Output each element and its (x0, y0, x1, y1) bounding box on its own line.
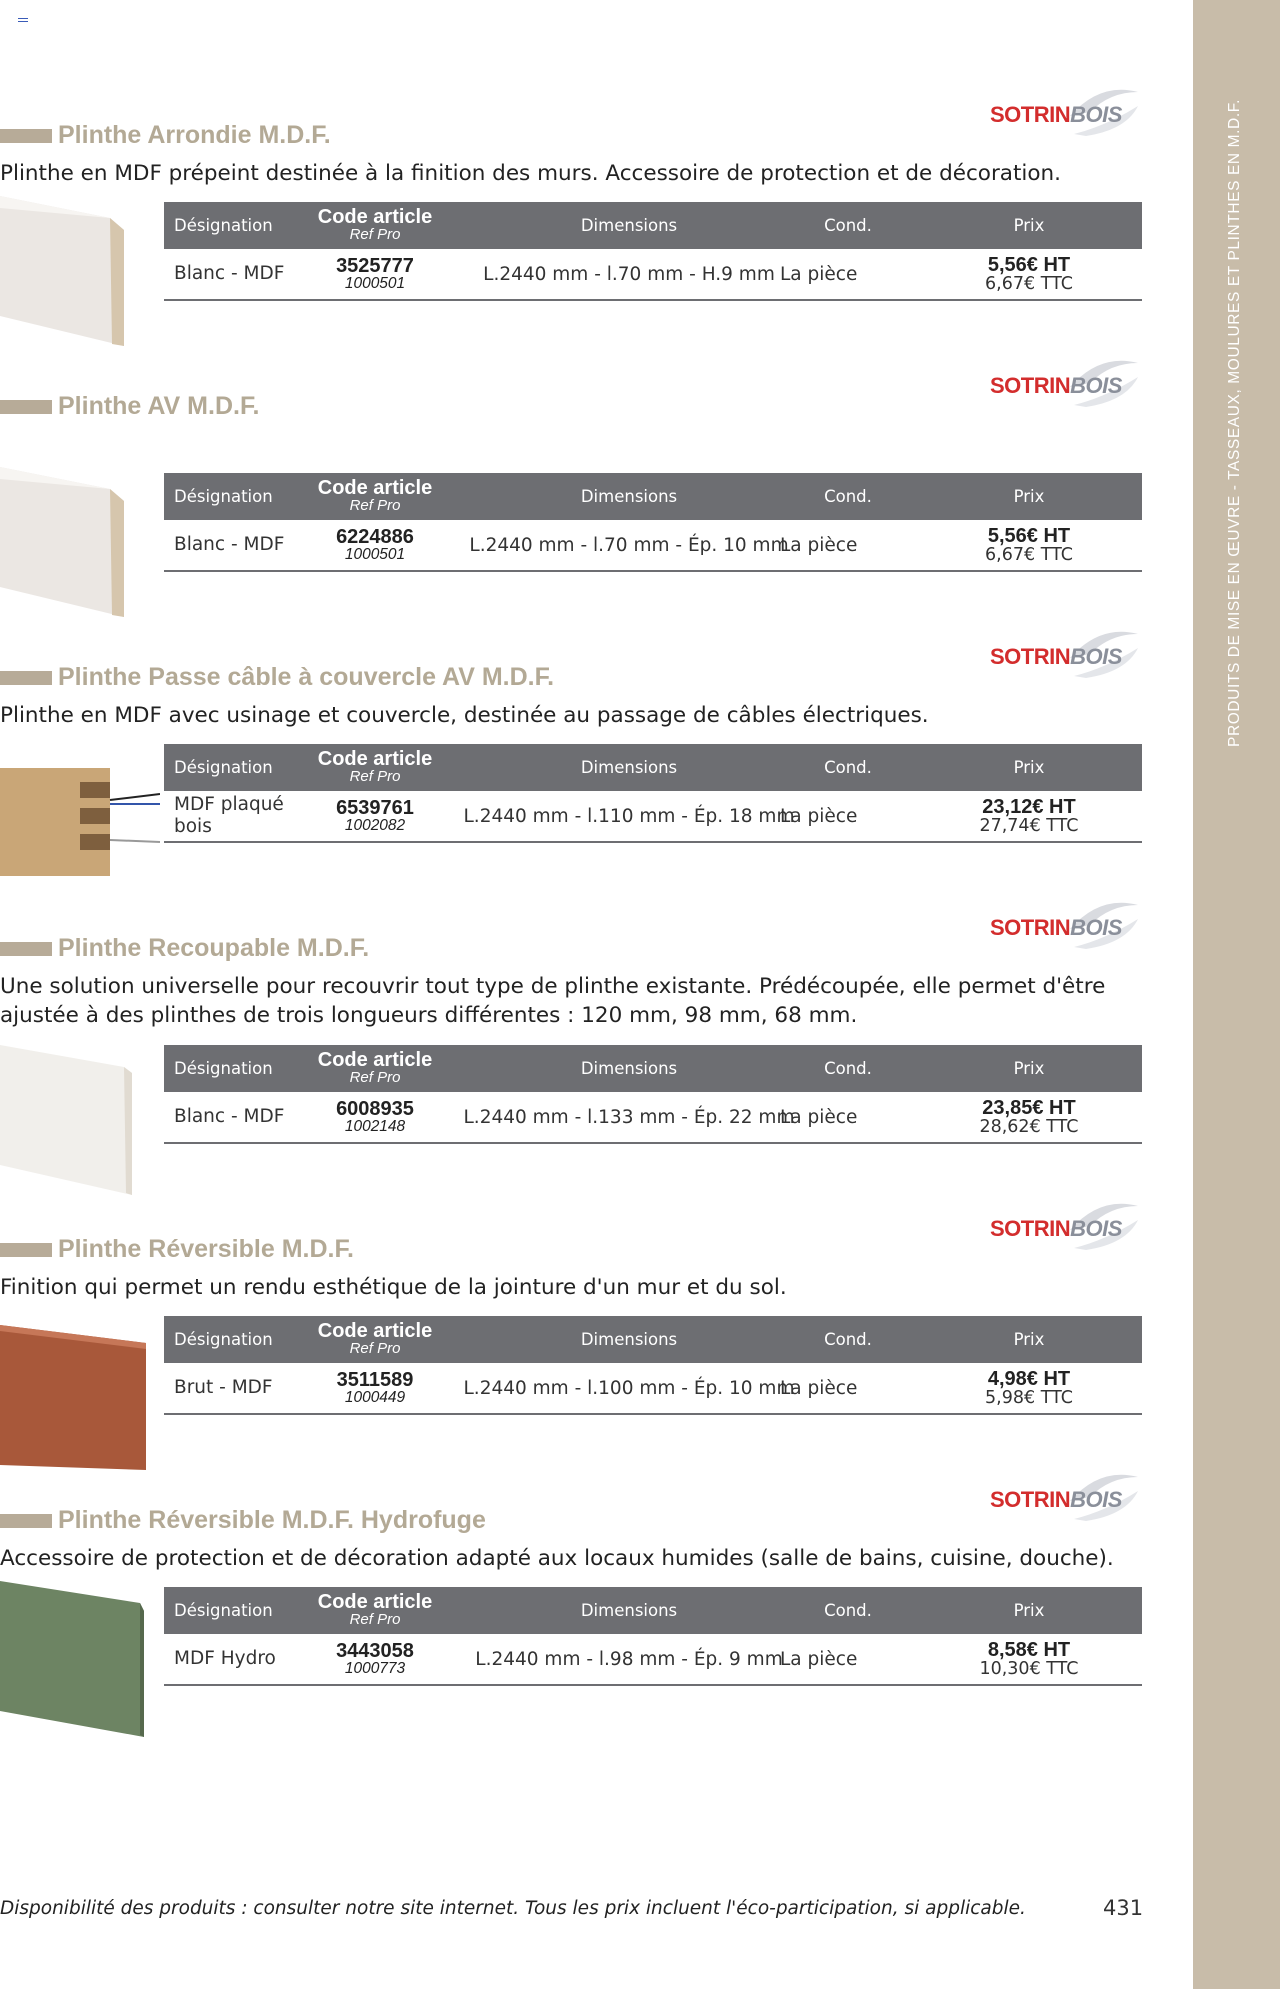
product-table (164, 473, 1142, 572)
product-image (0, 1045, 140, 1199)
cell-cond: La pièce (780, 1106, 858, 1128)
sotrinbois-logo (990, 357, 1140, 409)
header-cond: Cond. (824, 1601, 872, 1620)
sotrinbois-logo (990, 1471, 1140, 1523)
title-bar (0, 129, 52, 143)
product-title-text: Plinthe Recoupable M.D.F. (58, 934, 370, 962)
ref-pro: 1002148 (344, 1118, 406, 1135)
product-title (0, 1506, 486, 1535)
product-section (0, 357, 1150, 617)
cell-prix (924, 1363, 1134, 1413)
ref-pro: 1002082 (344, 817, 406, 834)
product-description: Une solution universelle pour recouvrir tout type de plinthe existante. Prédécoupée, elle permet d'être ajustée à des plinthes de trois longueurs différentes : 120 mm, 98 mm, 68 mm. (0, 974, 1106, 1028)
price-ht: 8,58€ HT (987, 1639, 1071, 1661)
header-prix: Prix (1013, 1059, 1045, 1078)
menu-icon[interactable] (18, 18, 28, 24)
header-cond: Cond. (824, 216, 872, 235)
header-ref-label: Ref Pro (349, 768, 401, 785)
header-dimensions: Dimensions (580, 216, 678, 235)
product-image (0, 467, 130, 621)
sotrinbois-logo (990, 1200, 1140, 1252)
brand-grey: BOIS (1070, 644, 1122, 669)
code-article: 3511589 (336, 1369, 414, 1391)
header-code-label: Code article (317, 1591, 433, 1613)
cell-cond: La pièce (780, 534, 858, 556)
cell-cond: La pièce (780, 263, 858, 285)
product-description: Plinthe en MDF avec usinage et couvercle, destinée au passage de câbles électriques. (0, 703, 929, 728)
code-article: 6224886 (336, 526, 414, 548)
ref-pro: 1000501 (344, 546, 406, 563)
code-article: 3443058 (336, 1640, 414, 1662)
product-title-text: Plinthe Réversible M.D.F. (58, 1235, 354, 1263)
cell-designation: Blanc - MDF (174, 263, 285, 284)
code-article: 6008935 (336, 1098, 414, 1120)
cell-dimensions: L.2440 mm - l.70 mm - Ép. 10 mm (469, 534, 789, 556)
cell-prix (924, 1634, 1134, 1684)
title-bar (0, 671, 52, 685)
brand-grey: BOIS (1070, 373, 1122, 398)
product-description: Finition qui permet un rendu esthétique de la jointure d'un mur et du sol. (0, 1275, 787, 1300)
brand-red: SOTRIN (990, 1216, 1071, 1241)
cell-code (310, 791, 440, 841)
brand-grey: BOIS (1070, 1216, 1122, 1241)
table-header (164, 744, 1142, 791)
product-section (0, 628, 1150, 888)
sotrinbois-logo (990, 899, 1140, 951)
cell-prix (924, 791, 1134, 841)
brand-red: SOTRIN (990, 915, 1071, 940)
cell-code (310, 1634, 440, 1684)
table-header (164, 473, 1142, 520)
title-bar (0, 1243, 52, 1257)
header-code (310, 1045, 440, 1092)
ref-pro: 1000449 (344, 1389, 406, 1406)
price-ht: 23,12€ HT (982, 796, 1076, 818)
product-image (0, 1581, 150, 1745)
header-designation: Désignation (174, 1330, 273, 1349)
product-section (0, 86, 1150, 346)
cell-code (310, 1092, 440, 1142)
header-prix: Prix (1013, 1601, 1045, 1620)
title-bar (0, 1514, 52, 1528)
header-code (310, 1316, 440, 1363)
header-code-label: Code article (317, 748, 433, 770)
brand-red: SOTRIN (990, 1487, 1071, 1512)
header-code-label: Code article (317, 206, 433, 228)
code-article: 3525777 (336, 255, 414, 277)
header-dimensions: Dimensions (580, 1059, 678, 1078)
product-title-text: Plinthe Réversible M.D.F. Hydrofuge (58, 1506, 486, 1534)
brand-grey: BOIS (1070, 1487, 1122, 1512)
header-code (310, 473, 440, 520)
product-title (0, 663, 554, 692)
cell-prix (924, 1092, 1134, 1142)
product-table (164, 1587, 1142, 1686)
title-bar (0, 942, 52, 956)
product-table (164, 1316, 1142, 1415)
header-cond: Cond. (824, 487, 872, 506)
brand-red: SOTRIN (990, 102, 1071, 127)
cell-prix (924, 249, 1134, 299)
product-description: Plinthe en MDF prépeint destinée à la finition des murs. Accessoire de protection et de décoration. (0, 161, 1061, 186)
table-row (164, 791, 1142, 843)
product-table (164, 744, 1142, 843)
product-image (0, 760, 160, 884)
product-section (0, 1471, 1150, 1731)
cell-dimensions: L.2440 mm - l.133 mm - Ép. 22 mm (463, 1106, 795, 1128)
cell-designation: MDF plaqué bois (174, 794, 284, 837)
brand-red: SOTRIN (990, 373, 1071, 398)
price-ttc: 5,98€ TTC (985, 1388, 1073, 1408)
header-cond: Cond. (824, 1330, 872, 1349)
header-code (310, 202, 440, 249)
price-ttc: 27,74€ TTC (979, 816, 1079, 836)
table-header (164, 1587, 1142, 1634)
table-row (164, 249, 1142, 301)
product-image (0, 196, 130, 350)
cell-cond: La pièce (780, 805, 858, 827)
price-ttc: 10,30€ TTC (979, 1659, 1079, 1679)
header-ref-label: Ref Pro (349, 1069, 401, 1086)
cell-dimensions: L.2440 mm - l.100 mm - Ép. 10 mm (463, 1377, 795, 1399)
table-header (164, 202, 1142, 249)
product-title-text: Plinthe Arrondie M.D.F. (58, 121, 331, 149)
header-dimensions: Dimensions (580, 1330, 678, 1349)
header-code-label: Code article (317, 477, 433, 499)
price-ht: 23,85€ HT (982, 1097, 1076, 1119)
table-header (164, 1316, 1142, 1363)
product-section (0, 899, 1150, 1159)
ref-pro: 1000501 (344, 275, 406, 292)
header-code (310, 1587, 440, 1634)
price-ht: 4,98€ HT (987, 1368, 1071, 1390)
sidebar-category-label: PRODUITS DE MISE EN ŒUVRE - TASSEAUX, MOULURES ET PLINTHES EN M.D.F. (1226, 99, 1243, 747)
ref-pro: 1000773 (344, 1660, 406, 1677)
title-bar (0, 400, 52, 414)
product-title (0, 1235, 354, 1264)
cell-code (310, 520, 440, 570)
cell-dimensions: L.2440 mm - l.70 mm - H.9 mm (483, 263, 775, 285)
header-prix: Prix (1013, 487, 1045, 506)
header-cond: Cond. (824, 1059, 872, 1078)
code-article: 6539761 (336, 797, 414, 819)
product-section (0, 1200, 1150, 1460)
header-code-label: Code article (317, 1320, 433, 1342)
sotrinbois-logo (990, 86, 1140, 138)
availability-note: Disponibilité des produits : consulter notre site internet. Tous les prix incluent l'éco-participation, si applicable. (0, 1898, 1026, 1919)
header-designation: Désignation (174, 216, 273, 235)
cell-prix (924, 520, 1134, 570)
brand-grey: BOIS (1070, 915, 1122, 940)
table-row (164, 1092, 1142, 1144)
product-description: Accessoire de protection et de décoration adapté aux locaux humides (salle de bains, cuisine, douche). (0, 1546, 1114, 1571)
table-header (164, 1045, 1142, 1092)
header-ref-label: Ref Pro (349, 1340, 401, 1357)
header-ref-label: Ref Pro (349, 1611, 401, 1628)
header-ref-label: Ref Pro (349, 226, 401, 243)
header-prix: Prix (1013, 758, 1045, 777)
cell-code (310, 249, 440, 299)
header-ref-label: Ref Pro (349, 497, 401, 514)
page-number: 431 (1103, 1896, 1144, 1920)
price-ttc: 28,62€ TTC (979, 1117, 1079, 1137)
header-dimensions: Dimensions (580, 758, 678, 777)
header-code-label: Code article (317, 1049, 433, 1071)
header-dimensions: Dimensions (580, 1601, 678, 1620)
price-ttc: 6,67€ TTC (985, 545, 1073, 565)
product-title-text: Plinthe Passe câble à couvercle AV M.D.F. (58, 663, 555, 691)
brand-red: SOTRIN (990, 644, 1071, 669)
table-row (164, 1634, 1142, 1686)
header-designation: Désignation (174, 758, 273, 777)
header-designation: Désignation (174, 1059, 273, 1078)
price-ht: 5,56€ HT (987, 254, 1071, 276)
sotrinbois-logo (990, 628, 1140, 680)
header-dimensions: Dimensions (580, 487, 678, 506)
cell-code (310, 1363, 440, 1413)
header-prix: Prix (1013, 216, 1045, 235)
header-prix: Prix (1013, 1330, 1045, 1349)
product-table (164, 202, 1142, 301)
cell-cond: La pièce (780, 1377, 858, 1399)
product-title-text: Plinthe AV M.D.F. (58, 392, 260, 420)
header-code (310, 744, 440, 791)
cell-dimensions: L.2440 mm - l.98 mm - Ép. 9 mm (475, 1648, 783, 1670)
cell-designation: Brut - MDF (174, 1377, 273, 1398)
header-cond: Cond. (824, 758, 872, 777)
product-title (0, 121, 331, 150)
table-row (164, 520, 1142, 572)
header-designation: Désignation (174, 487, 273, 506)
header-designation: Désignation (174, 1601, 273, 1620)
cell-dimensions: L.2440 mm - l.110 mm - Ép. 18 mm (463, 805, 795, 827)
cell-designation: Blanc - MDF (174, 534, 285, 555)
product-image (0, 1325, 150, 1479)
cell-designation: Blanc - MDF (174, 1106, 285, 1127)
price-ttc: 6,67€ TTC (985, 274, 1073, 294)
cell-designation: MDF Hydro (174, 1648, 276, 1669)
product-table (164, 1045, 1142, 1144)
cell-cond: La pièce (780, 1648, 858, 1670)
table-row (164, 1363, 1142, 1415)
product-title (0, 934, 369, 963)
price-ht: 5,56€ HT (987, 525, 1071, 547)
brand-grey: BOIS (1070, 102, 1122, 127)
product-title (0, 392, 259, 421)
